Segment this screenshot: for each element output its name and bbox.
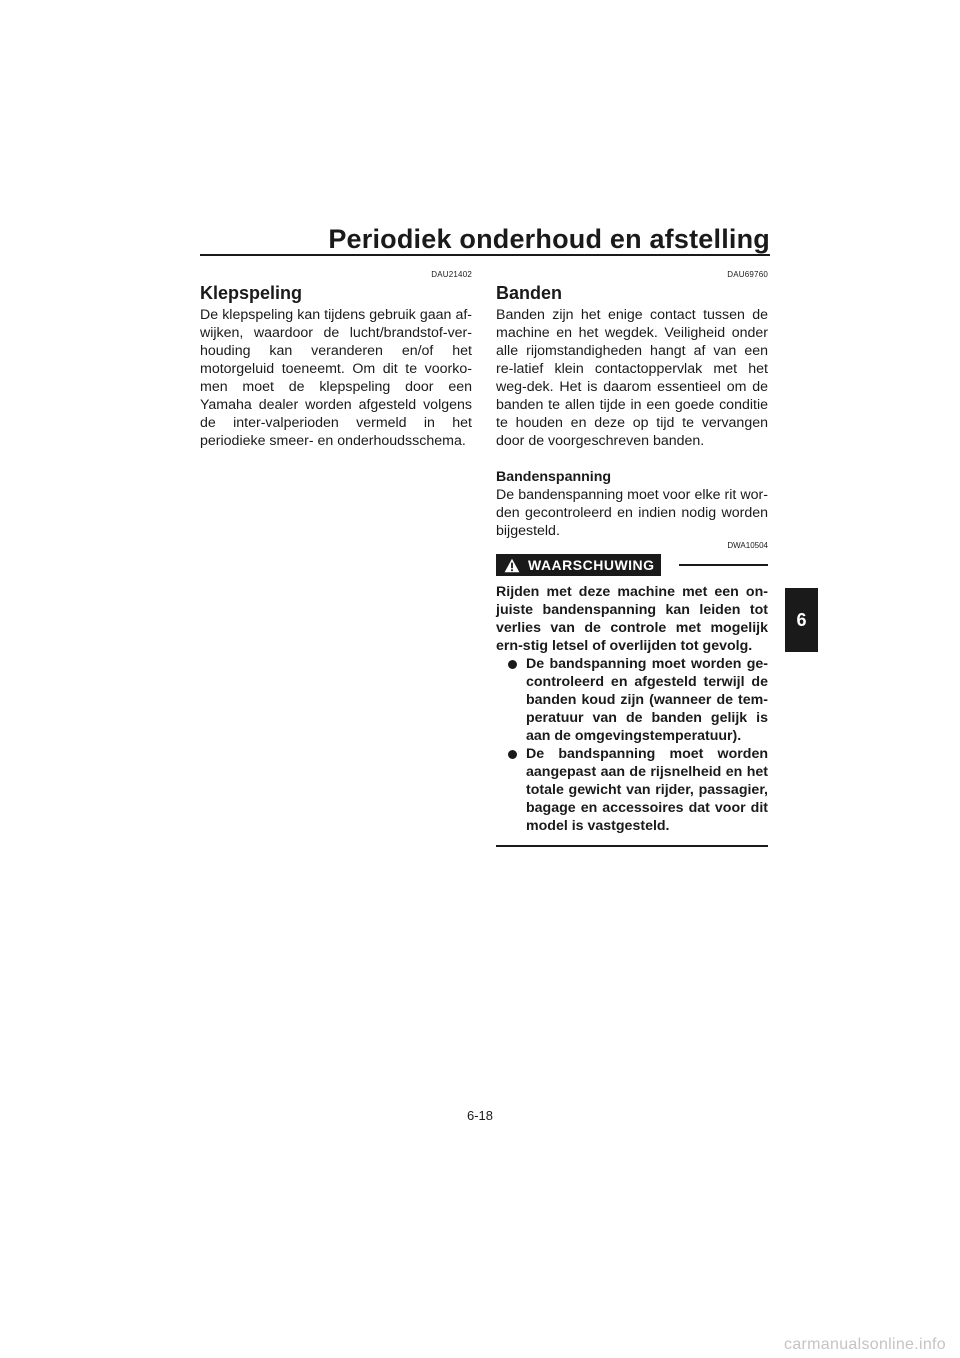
- title-rule: [200, 254, 770, 256]
- page-title: Periodiek onderhoud en afstelling: [328, 224, 770, 254]
- warning-end-rule: [496, 845, 768, 847]
- section-heading-banden: Banden: [496, 283, 563, 303]
- page-number: 6-18: [466, 1108, 494, 1123]
- bullet-icon: [508, 660, 517, 669]
- klepspeling-body: De klepspeling kan tijdens gebruik gaan af-wijken, waardoor de lucht/brandstof-ver-houding kan veranderen en/of het motorgeluid toeneemt. Om dit te voorko-men moet de klepspeling door een Yamaha dealer worden afgesteld volgens de inter-valperioden vermeld in het periodieke smeer- en onderhoudsschema.: [200, 307, 472, 449]
- subheading-bandenspanning: Bandenspanning: [496, 469, 612, 485]
- warning-text: Rijden met deze machine met een on-juiste bandenspanning kan leiden tot verlies van de controle met mogelijk ern-stig letsel of overlijden tot gevolg.: [496, 584, 768, 654]
- bandenspanning-body: De bandenspanning moet voor elke rit wor-den gecontroleerd en indien nodig worden bijgesteld.: [496, 487, 768, 539]
- warning-header: [496, 554, 768, 576]
- warning-list-item: [496, 745, 768, 835]
- warning-list-item: [496, 655, 768, 745]
- warning-list-item-text: De bandspanning moet worden ge-controleerd en afgesteld terwijl de banden koud zijn (wanneer de tem-peratuur van de banden gelijk is aan de omgevingstemperatuur).: [526, 656, 768, 744]
- right-column: [496, 270, 768, 847]
- banden-body: Banden zijn het enige contact tussen de machine en het wegdek. Veiligheid onder alle rijomstandigheden hangt af van een re-latief klein contactoppervlak met het weg-dek. Het is daarom essentieel om de banden te allen tijde in een goede conditie te houden en deze op tijd te vervangen door de voorgeschreven banden.: [496, 307, 768, 449]
- section-code: DAU21402: [431, 270, 472, 279]
- chapter-tab: 6: [785, 588, 818, 652]
- watermark: carmanualsonline.info: [784, 1336, 946, 1353]
- warning-triangle-icon: [504, 558, 520, 573]
- bullet-icon: [508, 750, 517, 759]
- warning-list-item-text: De bandspanning moet worden aangepast aan de rijsnelheid en het totale gewicht van rijder, passagier, bagage en accessoires dat voor dit model is vastgesteld.: [526, 746, 768, 834]
- warning-label: WAARSCHUWING: [528, 557, 655, 573]
- section-code: DAU69760: [727, 270, 768, 279]
- left-column: [200, 270, 472, 450]
- section-heading-klepspeling: Klepspeling: [200, 283, 303, 303]
- warning-code: DWA10504: [727, 541, 768, 550]
- warning-header-rule: [679, 564, 768, 566]
- warning-list: [496, 655, 768, 835]
- warning-label-box: [496, 554, 661, 576]
